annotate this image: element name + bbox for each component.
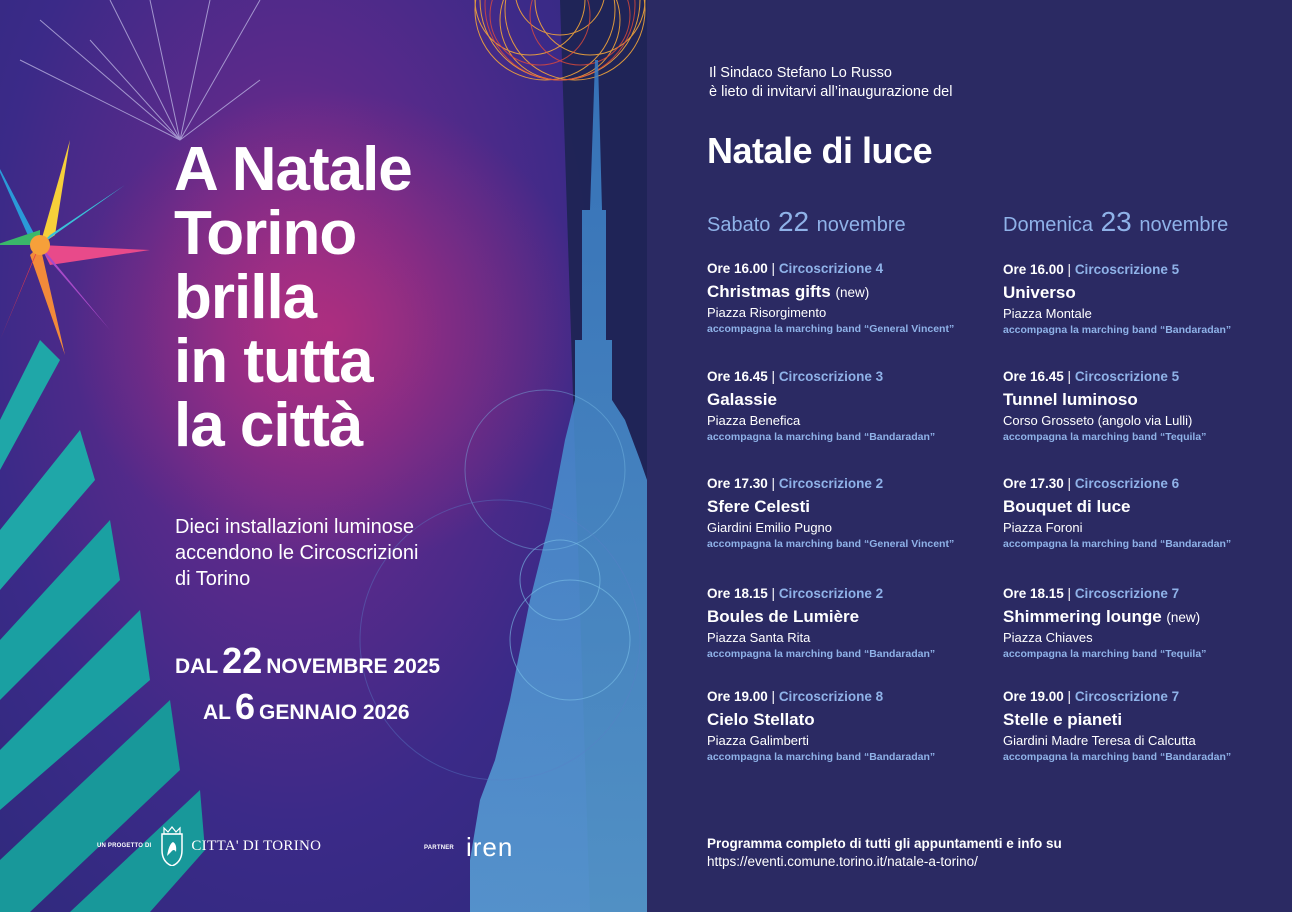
day-prefix: Sabato xyxy=(707,214,771,236)
event-name: Shimmering lounge xyxy=(1003,607,1162,626)
event-name: Galassie xyxy=(707,390,777,409)
event-item: Ore 19.00 | Circoscrizione 7 Stelle e pianeti Giardini Madre Teresa di Calcutta accompagna la marching band “Bandaradan” xyxy=(1003,689,1292,763)
headline-line: la città xyxy=(174,391,363,460)
program-footer xyxy=(707,836,1062,869)
intro-text xyxy=(709,64,952,102)
event-district: Circoscrizione 5 xyxy=(1074,369,1180,384)
event-time: Ore 18.15 xyxy=(1003,586,1064,601)
city-logo-text: CITTA' DI TORINO xyxy=(191,837,322,854)
event-item: Ore 16.00 | Circoscrizione 5 Universo Piazza Montale accompagna la marching band “Bandaradan” xyxy=(1003,262,1292,336)
day-prefix: Domenica xyxy=(1003,214,1094,236)
event-time: Ore 19.00 xyxy=(1003,689,1064,704)
date-from-rest: NOVEMBRE 2025 xyxy=(266,655,441,678)
event-name: Boules de Lumière xyxy=(707,607,860,626)
city-logo-group xyxy=(97,826,321,866)
day-suffix: novembre xyxy=(816,214,906,236)
event-time: Ore 16.45 xyxy=(707,369,768,384)
event-band: accompagna la marching band “Bandaradan” xyxy=(1003,324,1232,336)
event-district: Circoscrizione 7 xyxy=(1074,586,1180,601)
event-band: accompagna la marching band “Bandaradan” xyxy=(1003,751,1232,763)
event-place: Giardini Madre Teresa di Calcutta xyxy=(1003,733,1196,748)
event-item: Ore 18.15 | Circoscrizione 7 Shimmering lounge (new) Piazza Chiaves accompagna la marching band “Tequila” xyxy=(1003,586,1292,660)
event-band: accompagna la marching band “Bandaradan” xyxy=(1003,538,1232,550)
event-name: Bouquet di luce xyxy=(1003,497,1131,516)
subtitle-line: accendono le Circoscrizioni xyxy=(175,542,419,564)
event-band: accompagna la marching band “Bandaradan” xyxy=(707,751,936,763)
poster-headline xyxy=(174,135,412,460)
intro-line: è lieto di invitarvi all’inaugurazione del xyxy=(709,84,953,100)
event-place: Piazza Foroni xyxy=(1003,520,1083,535)
headline-line: brilla xyxy=(174,263,317,332)
event-tag: (new) xyxy=(835,285,870,300)
event-item: Ore 17.30 | Circoscrizione 6 Bouquet di luce Piazza Foroni accompagna la marching band “Bandaradan” xyxy=(1003,476,1292,550)
event-district: Circoscrizione 3 xyxy=(778,369,884,384)
date-range xyxy=(175,640,440,728)
subtitle-line: Dieci installazioni luminose xyxy=(175,516,414,538)
event-name: Cielo Stellato xyxy=(707,710,815,729)
event-district: Circoscrizione 2 xyxy=(778,476,884,491)
event-name: Stelle e pianeti xyxy=(1003,710,1123,729)
event-district: Circoscrizione 4 xyxy=(778,261,884,276)
event-item: Ore 16.45 | Circoscrizione 5 Tunnel luminoso Corso Grosseto (angolo via Lulli) accompagna la marching band “Tequila” xyxy=(1003,369,1292,443)
event-district: Circoscrizione 8 xyxy=(778,689,884,704)
event-time: Ore 18.15 xyxy=(707,586,768,601)
event-item: Ore 19.00 | Circoscrizione 8 Cielo Stellato Piazza Galimberti accompagna la marching band “Bandaradan” xyxy=(707,689,997,763)
day-number: 22 xyxy=(777,206,810,237)
event-place: Piazza Montale xyxy=(1003,306,1092,321)
intro-line: Il Sindaco Stefano Lo Russo xyxy=(709,65,892,81)
subtitle-line: di Torino xyxy=(175,568,251,590)
footer-url-link[interactable]: https://eventi.comune.torino.it/natale-a-torino/ xyxy=(707,854,978,869)
footer-info-text: Programma completo di tutti gli appuntamenti e info su xyxy=(707,836,1062,851)
poster-subtitle xyxy=(175,514,475,592)
event-item: Ore 17.30 | Circoscrizione 2 Sfere Celesti Giardini Emilio Pugno accompagna la marching band “General Vincent” xyxy=(707,476,997,550)
city-crest-icon xyxy=(159,826,185,866)
partner-label: PARTNER xyxy=(424,844,454,851)
event-district: Circoscrizione 2 xyxy=(778,586,884,601)
event-time: Ore 17.30 xyxy=(707,476,768,491)
partner-logo-text: iren xyxy=(465,832,514,862)
event-time: Ore 16.00 xyxy=(707,261,768,276)
date-to-prefix: AL xyxy=(203,701,231,724)
program-panel xyxy=(647,0,1292,912)
program-title: Natale di luce xyxy=(707,130,933,171)
event-time: Ore 16.00 xyxy=(1003,262,1064,277)
event-band: accompagna la marching band “Bandaradan” xyxy=(707,431,936,443)
event-band: accompagna la marching band “General Vincent” xyxy=(707,323,955,335)
date-from-day: 22 xyxy=(222,640,263,681)
event-place: Piazza Santa Rita xyxy=(707,630,811,645)
headline-line: A Natale xyxy=(174,135,412,204)
event-district: Circoscrizione 6 xyxy=(1074,476,1180,491)
event-place: Piazza Risorgimento xyxy=(707,305,827,320)
day-number: 23 xyxy=(1100,206,1132,237)
partner-logo-group xyxy=(424,832,513,863)
event-band: accompagna la marching band “Tequila” xyxy=(1003,648,1207,660)
event-item: Ore 18.15 | Circoscrizione 2 Boules de Lumière Piazza Santa Rita accompagna la marching band “Bandaradan” xyxy=(707,586,997,660)
event-place: Piazza Galimberti xyxy=(707,733,809,748)
event-item: Ore 16.45 | Circoscrizione 3 Galassie Piazza Benefica accompagna la marching band “Bandaradan” xyxy=(707,369,997,443)
event-name: Sfere Celesti xyxy=(707,497,810,516)
event-tag: (new) xyxy=(1166,610,1201,625)
day-header-sunday xyxy=(1003,206,1228,238)
event-item: Ore 16.00 | Circoscrizione 4 Christmas gifts (new) Piazza Risorgimento accompagna la marching band “General Vincent” xyxy=(707,261,997,335)
event-place: Piazza Benefica xyxy=(707,413,801,428)
headline-line: in tutta xyxy=(174,327,373,396)
date-from-prefix: DAL xyxy=(175,655,219,678)
event-name: Christmas gifts xyxy=(707,282,831,301)
day-header-saturday xyxy=(707,206,906,238)
project-label: UN PROGETTO DI xyxy=(97,843,152,849)
event-name: Tunnel luminoso xyxy=(1003,390,1138,409)
event-band: accompagna la marching band “Bandaradan” xyxy=(707,648,936,660)
event-band: accompagna la marching band “Tequila” xyxy=(1003,431,1207,443)
event-time: Ore 17.30 xyxy=(1003,476,1064,491)
event-district: Circoscrizione 7 xyxy=(1074,689,1180,704)
event-district: Circoscrizione 5 xyxy=(1074,262,1180,277)
event-place: Piazza Chiaves xyxy=(1003,630,1093,645)
event-place: Giardini Emilio Pugno xyxy=(707,520,833,535)
date-to-rest: GENNAIO 2026 xyxy=(259,701,410,724)
day-suffix: novembre xyxy=(1139,214,1229,236)
event-place: Corso Grosseto (angolo via Lulli) xyxy=(1003,413,1193,428)
event-time: Ore 19.00 xyxy=(707,689,768,704)
event-name: Universo xyxy=(1003,283,1076,302)
date-to-day: 6 xyxy=(235,686,256,727)
event-band: accompagna la marching band “General Vincent” xyxy=(707,538,955,550)
event-time: Ore 16.45 xyxy=(1003,369,1064,384)
headline-line: Torino xyxy=(174,199,357,268)
